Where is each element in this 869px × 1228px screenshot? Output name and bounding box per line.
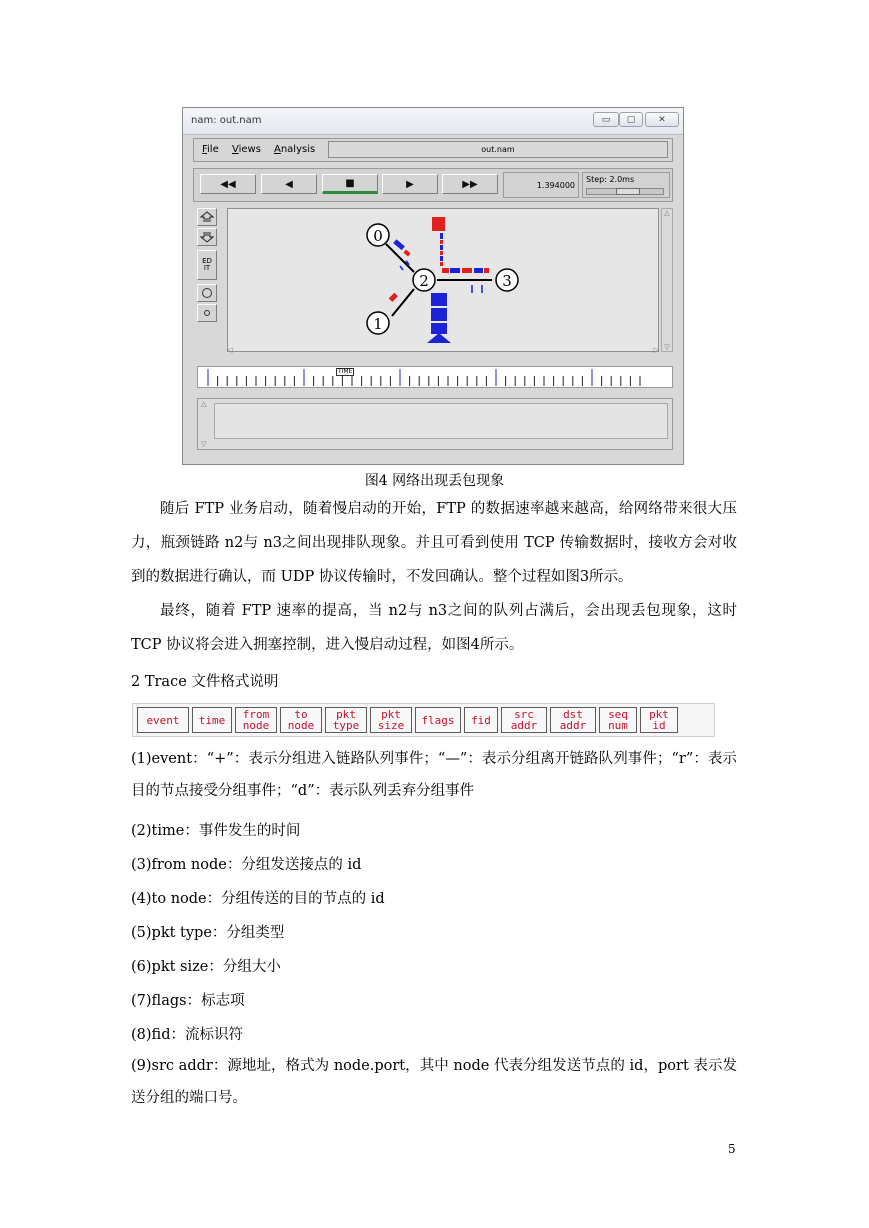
title-bar: [183, 108, 683, 135]
trace-field-label: pkt: [649, 708, 669, 721]
node-3-label: 3: [502, 272, 512, 290]
time-readout: 1.394000: [503, 172, 579, 198]
paragraph-1: 随后 FTP 业务启动，随着慢启动的开始，FTP 的数据速率越来越高，给网络带来很大压力，瓶颈链路 n2与 n3之间出现排队现象。并且可看到使用 TCP 传输数据时，接收方会对收到的数据进行确认，而 UDP 协议传输时，不发回确认。整个过程如图3所示。: [131, 501, 737, 585]
queue-node-2: [427, 293, 451, 343]
paragraph-2: 最终，随着 FTP 速率的提高，当 n2与 n3之间的队列占满后，会出现丢包现象，这时 TCP 协议将会进入拥塞控制，进入慢启动过程，如图4所示。: [131, 603, 737, 653]
step-label: Step: 2.0ms: [586, 175, 635, 184]
zoom-in-icon[interactable]: [197, 208, 217, 226]
trace-field-label: type: [332, 719, 360, 732]
minimize-icon[interactable]: ▭: [593, 112, 619, 127]
trace-field-cell: [192, 707, 232, 733]
dropped-packets: [432, 217, 445, 266]
node-0: [367, 224, 389, 246]
section-heading: 2 Trace 文件格式说明: [131, 674, 279, 690]
menu-file[interactable]: File: [202, 144, 219, 155]
trace-field-label: pkt: [381, 708, 401, 721]
trace-field-label: pkt: [336, 708, 356, 721]
maximize-icon[interactable]: ▢: [619, 112, 643, 127]
field-description-1: (1)event：“+”：表示分组进入链路队列事件；“—”：表示分组离开链路队列事件；“r”：表示目的节点接受分组事件；“d”：表示队列丢弃分组事件: [131, 751, 737, 799]
trace-field-cell: [235, 707, 277, 733]
topology-canvas[interactable]: [227, 208, 659, 352]
trace-field-cell: [137, 707, 189, 733]
field-description-4: (4)to node：分组传送的目的节点的 id: [131, 891, 385, 907]
window-title: nam: out.nam: [191, 115, 262, 126]
canvas-vertical-scrollbar[interactable]: [661, 208, 673, 352]
nam-window-screenshot: [182, 107, 684, 465]
node-1: [367, 312, 389, 334]
timeline-slider[interactable]: [197, 366, 673, 388]
fast-forward-button[interactable]: ▶▶: [442, 174, 498, 194]
pane-scroll-down-icon[interactable]: ▽: [201, 440, 207, 448]
trace-field-cell: [370, 707, 412, 733]
play-forward-button[interactable]: ▶: [382, 174, 438, 194]
scroll-right-icon[interactable]: ▷: [653, 346, 659, 354]
step-control: [582, 172, 670, 198]
trace-field-label: size: [377, 719, 405, 732]
node-2: [413, 269, 435, 291]
trace-field-label: from: [242, 708, 270, 721]
play-backward-button[interactable]: ◀: [261, 174, 317, 194]
field-description-3: (3)from node：分组发送接点的 id: [131, 857, 362, 873]
trace-field-label: flags: [421, 713, 455, 727]
trace-field-label: node: [287, 719, 315, 732]
trace-field-label: src: [514, 708, 534, 721]
trace-field-label: dst: [563, 708, 583, 721]
trace-format-table: [132, 703, 715, 737]
trace-field-label: addr: [559, 719, 587, 732]
time-marker[interactable]: TIME: [338, 368, 353, 375]
menu-bar: [193, 138, 673, 162]
tool-column: [197, 208, 219, 338]
trace-field-cell: [640, 707, 678, 733]
trace-field-label: seq: [608, 708, 628, 721]
edit-button[interactable]: ED IT: [197, 250, 217, 280]
trace-field-cell: [550, 707, 596, 733]
trace-field-label: time: [198, 713, 226, 727]
pane-scroll-up-icon[interactable]: △: [201, 400, 207, 408]
node-2-label: 2: [419, 272, 429, 290]
small-circle-icon[interactable]: [197, 304, 217, 322]
trace-field-label: num: [608, 719, 628, 732]
trace-field-label: event: [146, 713, 180, 727]
trace-field-cell: [599, 707, 637, 733]
rewind-button[interactable]: ◀◀: [200, 174, 256, 194]
timeline-ticks: [198, 367, 672, 387]
stop-button[interactable]: ■: [322, 174, 378, 194]
field-description-9: (9)src addr：源地址，格式为 node.port，其中 node 代表分组发送节点的 id，port 表示发送分组的端口号。: [131, 1058, 737, 1106]
node-0-label: 0: [373, 227, 383, 245]
close-icon[interactable]: ✕: [645, 112, 679, 127]
scroll-down-icon[interactable]: ▽: [664, 343, 670, 351]
menu-analysis[interactable]: Analysis: [274, 144, 316, 155]
trace-field-label: addr: [510, 719, 538, 732]
page-number: 5: [728, 1142, 736, 1156]
link-1-2: [392, 289, 414, 316]
large-circle-icon[interactable]: [197, 284, 217, 302]
trace-field-label: node: [242, 719, 270, 732]
file-name-field: out.nam: [328, 141, 668, 158]
menu-views[interactable]: Views: [232, 144, 261, 155]
trace-field-cell: [280, 707, 322, 733]
trace-field-cell: [325, 707, 367, 733]
trace-field-label: id: [652, 719, 666, 732]
field-description-7: (7)flags：标志项: [131, 993, 245, 1009]
figure-caption: 图4 网络出现丢包现象: [364, 473, 505, 489]
field-description-6: (6)pkt size：分组大小: [131, 959, 281, 975]
trace-field-cell: [501, 707, 547, 733]
network-topology: [228, 209, 658, 351]
packet-link-1-2: [389, 293, 398, 302]
node-3: [496, 269, 518, 291]
trace-field-label: to: [294, 708, 308, 721]
field-description-8: (8)fid：流标识符: [131, 1027, 243, 1043]
annotation-pane: [197, 398, 673, 450]
node-1-label: 1: [373, 315, 383, 333]
annotation-area: [214, 403, 668, 439]
trace-field-cell: [415, 707, 461, 733]
step-slider[interactable]: [586, 188, 664, 195]
canvas-horizontal-scrollbar[interactable]: [227, 346, 661, 356]
playback-bar: [193, 168, 673, 202]
zoom-out-icon[interactable]: [197, 228, 217, 246]
step-slider-thumb[interactable]: [616, 188, 640, 195]
field-description-5: (5)pkt type：分组类型: [131, 925, 285, 941]
scroll-left-icon[interactable]: ◁: [227, 346, 233, 354]
trace-field-cell: [464, 707, 498, 733]
trace-field-label: fid: [471, 713, 491, 727]
scroll-up-icon[interactable]: △: [664, 209, 670, 217]
field-description-2: (2)time：事件发生的时间: [131, 823, 301, 839]
